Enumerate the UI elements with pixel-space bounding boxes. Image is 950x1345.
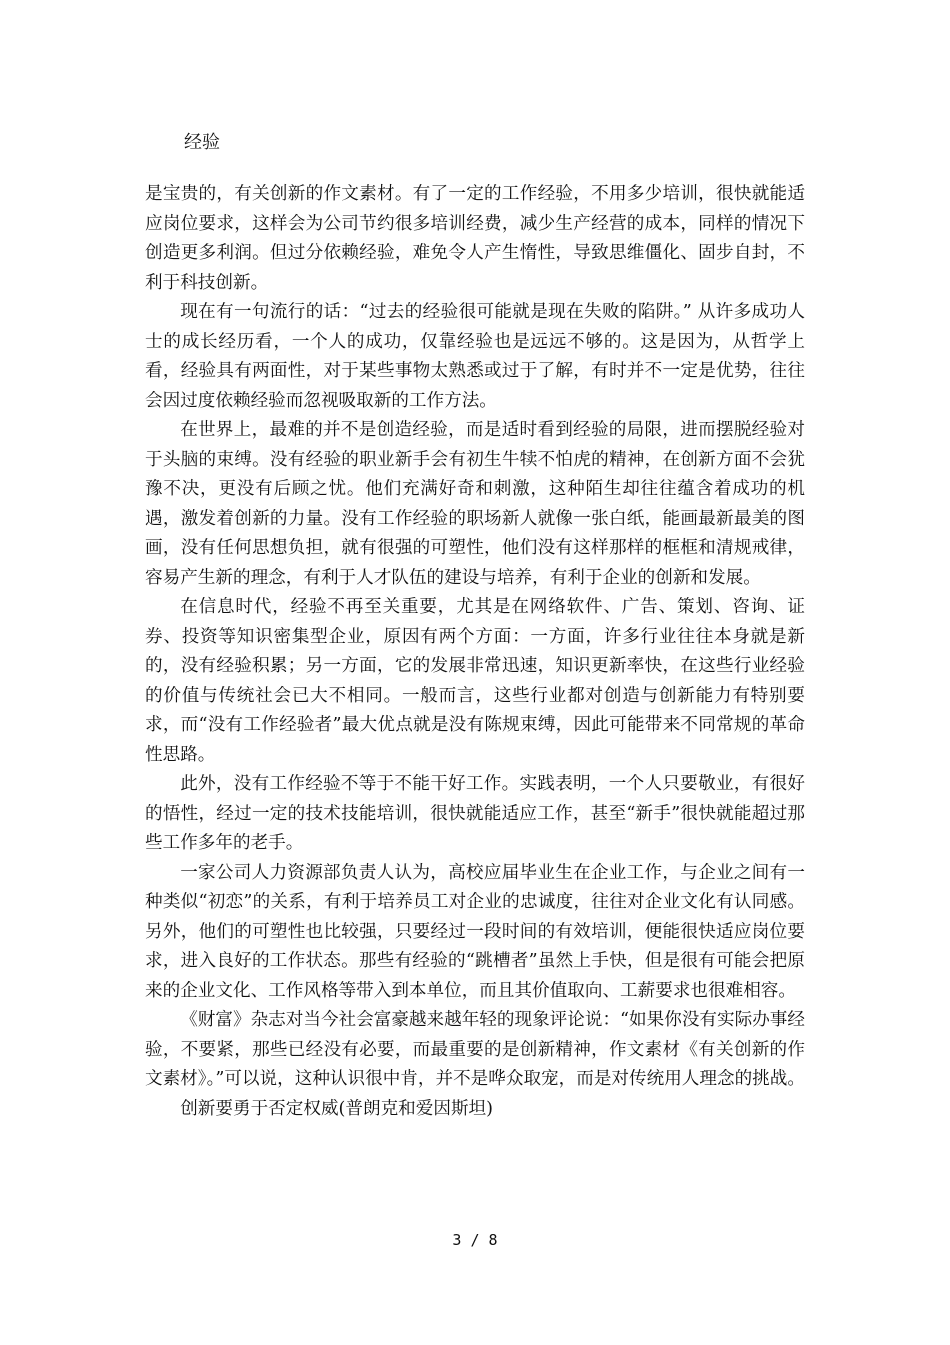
paragraph: 是宝贵的，有关创新的作文素材。有了一定的工作经验，不用多少培训，很快就能适应岗位要求，这样会为公司节约很多培训经费，减少生产经营的成本，同样的情况下创造更多利润。但过分依赖经验，难免令人产生惰性，导致思维僵化、固步自封，不利于科技创新。 xyxy=(145,184,805,293)
paragraph: 一家公司人力资源部负责人认为，高校应届毕业生在企业工作，与企业之间有一种类似“初恋”的关系，有利于培养员工对企业的忠诚度，往往对企业文化有认同感。另外，他们的可塑性也比较强，只要经过一段时间的有效培训，便能很快适应岗位要求，进入良好的工作状态。那些有经验的“跳槽者”虽然上手快，但是很有可能会把原来的企业文化、工作风格等带入到本单位，而且其价值取向、工薪要求也很难相容。 xyxy=(145,862,805,1001)
paragraph: 创新要勇于否定权威(普朗克和爱因斯坦) xyxy=(180,1098,494,1119)
paragraph: 《财富》杂志对当今社会富豪越来越年轻的现象评论说：“如果你没有实际办事经验，不要紧，那些已经没有必要，而最重要的是创新精神，作文素材《有关创新的作文素材》。”可以说，这种认识很中肯，并不是哗众取宠，而是对传统用人理念的挑战。 xyxy=(145,1010,805,1089)
paragraph: 在信息时代，经验不再至关重要，尤其是在网络软件、广告、策划、咨询、证券、投资等知识密集型企业，原因有两个方面：一方面，许多行业往往本身就是新的，没有经验积累；另一方面，它的发展非常迅速，知识更新率快，在这些行业经验的价值与传统社会已大不相同。一般而言，这些行业都对创造与创新能力有特别要求，而“没有工作经验者”最大优点就是没有陈规束缚，因此可能带来不同常规的革命性思路。 xyxy=(145,597,805,765)
section-heading: 经验 xyxy=(184,132,220,153)
page-number: 3 / 8 xyxy=(452,1231,498,1249)
paragraph: 现在有一句流行的话：“过去的经验很可能就是现在失败的陷阱。” 从许多成功人士的成长经历看，一个人的成功，仅靠经验也是远远不够的。这是因为，从哲学上看，经验具有两面性，对于某些事物太熟悉或过于了解，有时并不一定是优势，往往会因过度依赖经验而忽视吸取新的工作方法。 xyxy=(145,302,805,411)
body-text xyxy=(145,180,805,1124)
paragraph: 此外，没有工作经验不等于不能干好工作。实践表明，一个人只要敬业，有很好的悟性，经过一定的技术技能培训，很快就能适应工作，甚至“新手”很快就能超过那些工作多年的老手。 xyxy=(145,774,805,853)
paragraph: 在世界上，最难的并不是创造经验，而是适时看到经验的局限，进而摆脱经验对于头脑的束缚。没有经验的职业新手会有初生牛犊不怕虎的精神，在创新方面不会犹豫不决，更没有后顾之忧。他们充满好奇和刺激，这种陌生却往往蕴含着成功的机遇，激发着创新的力量。没有工作经验的职场新人就像一张白纸，能画最新最美的图画，没有任何思想负担，就有很强的可塑性，他们没有这样那样的框框和清规戒律，容易产生新的理念，有利于人才队伍的建设与培养，有利于企业的创新和发展。 xyxy=(145,420,805,588)
